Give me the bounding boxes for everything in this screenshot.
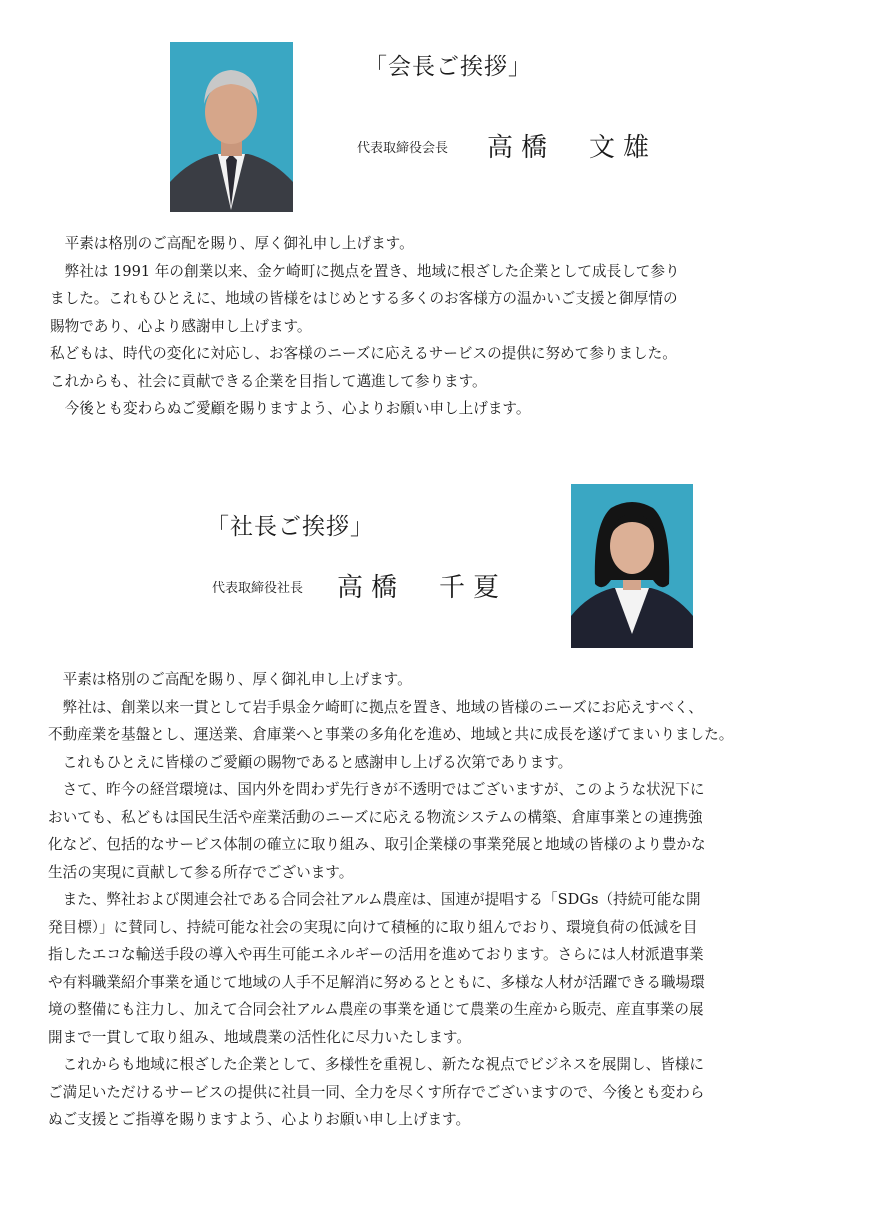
president-line: 平素は格別のご高配を賜り、厚く御礼申し上げます。	[48, 671, 412, 688]
chairman-name: 高橋 文雄	[487, 133, 658, 163]
president-line: ぬご支援とご指導を賜りますよう、心よりお願い申し上げます。	[48, 1111, 471, 1128]
president-line: ご満足いただけるサービスの提供に社員一同、全力を尽くす所存でございますので、今後とも変わら	[48, 1083, 705, 1101]
chairman-line: 弊社は 1991 年の創業以来、金ケ崎町に拠点を置き、地域に根ざした企業として成長して参り	[50, 262, 680, 280]
president-line: おいても、私どもは国民生活や産業活動のニーズに応える物流システムの構築、倉庫事業との連携強	[48, 808, 703, 826]
chairman-line: これからも、社会に貢献できる企業を目指して邁進して参ります。	[50, 372, 487, 390]
president-line: これもひとえに皆様のご愛顧の賜物であると感謝申し上げる次第であります。	[48, 753, 573, 771]
president-line: や有料職業紹介事業を通じて地域の人手不足解消に努めるとともに、多様な人材が活躍できる職場環	[48, 973, 705, 991]
chairman-message	[50, 230, 820, 423]
president-role: 代表取締役社長	[212, 581, 304, 596]
president-message	[48, 666, 824, 1134]
president-photo	[571, 484, 693, 648]
president-line: 生活の実現に貢献して参る所存でございます。	[48, 863, 354, 881]
chairman-line: 賜物であり、心より感謝申し上げます。	[50, 317, 312, 335]
president-heading: 「社長ご挨拶」	[206, 514, 374, 540]
president-line: 不動産業を基盤とし、運送業、倉庫業へと事業の多角化を進め、地域と共に成長を遂げてまいりました。	[48, 726, 734, 743]
president-line: 指したエコな輸送手段の導入や再生可能エネルギーの活用を進めております。さらには人材派遣事業	[48, 946, 704, 963]
president-line: また、弊社および関連会社である合同会社アルム農産は、国連が提唱する「SDGs（持続可能な開	[48, 891, 701, 908]
president-line: これからも地域に根ざした企業として、多様性を重視し、新たな視点でビジネスを展開し、皆様に	[48, 1056, 704, 1073]
president-name: 高橋 千夏	[337, 573, 508, 603]
chairman-photo	[170, 42, 293, 212]
president-line: さて、昨今の経営環境は、国内外を問わず先行きが不透明ではございますが、このような状況下に	[48, 781, 705, 798]
chairman-line: 今後とも変わらぬご愛顧を賜りますよう、心よりお願い申し上げます。	[50, 400, 531, 417]
chairman-line: ました。これもひとえに、地域の皆様をはじめとする多くのお客様方の温かいご支援と御厚情の	[50, 290, 678, 307]
chairman-line: 平素は格別のご高配を賜り、厚く御礼申し上げます。	[50, 235, 414, 252]
president-line: 弊社は、創業以来一貫として岩手県金ケ崎町に拠点を置き、地域の皆様のニーズにお応えすべく、	[48, 698, 703, 716]
president-line: 開まで一貫して取り組み、地域農業の活性化に尽力いたします。	[48, 1028, 471, 1046]
chairman-role: 代表取締役会長	[357, 141, 449, 156]
chairman-heading: 「会長ご挨拶」	[364, 54, 532, 80]
president-line: 化など、包括的なサービス体制の確立に取り組み、取引企業様の事業発展と地域の皆様のより豊かな	[48, 836, 706, 853]
president-line: 境の整備にも注力し、加えて合同会社アルム農産の事業を通じて農業の生産から販売、産直事業の展	[48, 1001, 704, 1018]
president-line: 発目標）」に賛同し、持続可能な社会の実現に向けて積極的に取り組んでおり、環境負荷の低減を目	[48, 918, 698, 936]
chairman-line: 私どもは、時代の変化に対応し、お客様のニーズに応えるサービスの提供に努めて参りました。	[50, 345, 677, 362]
